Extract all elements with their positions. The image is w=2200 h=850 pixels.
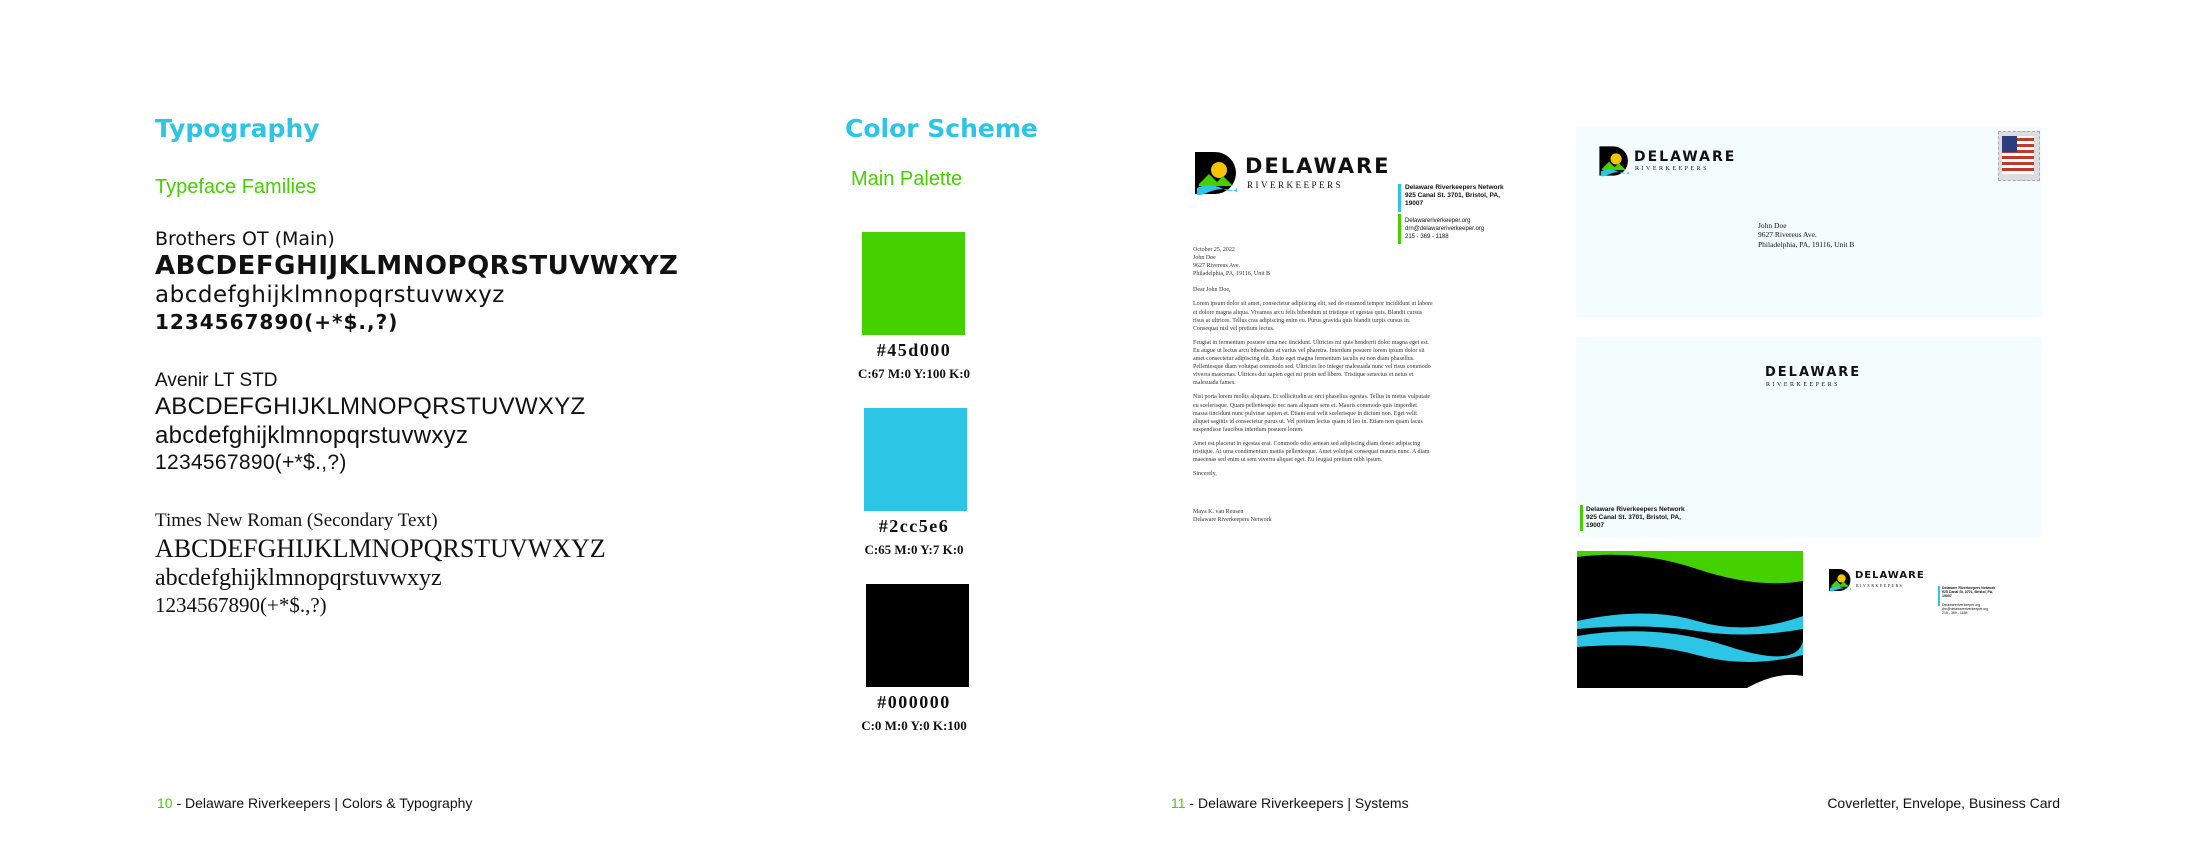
color-swatch-green <box>862 232 965 335</box>
accent-bar-green <box>1580 505 1583 531</box>
logo-wordmark: DELAWARE <box>1855 570 1925 581</box>
postage-stamp <box>1998 131 2040 181</box>
letter-date: October 25, 2022 <box>1193 247 1235 253</box>
font-numbers: 1234567890(+*$.,?) <box>155 451 347 475</box>
font-uppercase: ABCDEFGHIJKLMNOPQRSTUVWXYZ <box>155 533 606 563</box>
main-palette-subtitle: Main Palette <box>851 168 963 190</box>
color-hex: #000000 <box>877 692 951 712</box>
business-card-back <box>1828 566 2006 616</box>
riverkeepers-logo-icon <box>1598 145 1630 177</box>
color-cmyk: C:67 M:0 Y:100 K:0 <box>857 366 971 381</box>
business-card-front <box>1577 551 1803 688</box>
envelope-recipient <box>1758 221 1854 249</box>
letter-paragraph: Nisi porta lorem mollis aliquam. Et sollicitudin ac orci phasellus egestas. Tellus in metus vulputate eu scelerisque. Quam pellentesque nec nam aliquam sem et. Mauris commodo quis imperdiet massa tincidunt nunc pulvinar sapien et. Etiam erat velit scelerisque in dictum non. Eget velit aliquet sagittis id consectetur purus ut. Vel pretium lectus quam id leo in. Etiam non quam lacus suspendisse faucibus interdum posuere lorem. <box>1193 394 1431 433</box>
color-swatch-black <box>866 584 969 687</box>
letterhead-contact <box>1405 217 1484 241</box>
address-line: 19007 <box>1586 521 1605 529</box>
color-hex: #2cc5e6 <box>878 516 950 536</box>
font-name: Avenir LT STD <box>155 370 278 391</box>
logo-subtitle: RIVERKEEPERS <box>1856 583 1904 588</box>
address-line: 19007 <box>1405 199 1424 207</box>
typography-title: Typography <box>155 114 320 143</box>
accent-bar-green <box>1398 214 1401 244</box>
accent-bar-blue <box>1398 184 1401 212</box>
logo-subtitle: RIVERKEEPERS <box>1766 382 1841 388</box>
letter-recipient-line: John Doe <box>1193 255 1216 262</box>
flag-stamp-icon <box>1999 132 2037 178</box>
riverkeepers-logo-icon <box>1828 568 1852 592</box>
card-contact <box>1942 603 1988 616</box>
address-line: Delaware Riverkeepers Network <box>1586 506 1685 513</box>
letter-recipient-line: 9627 Rivereus Ave. <box>1193 263 1241 270</box>
right-page-footer <box>1171 795 1409 811</box>
contact-line: 215 - 369 - 1188 <box>1405 234 1449 241</box>
contact-line: drn@delawareriverkeeper.org <box>1942 607 1989 612</box>
color-cmyk: C:0 M:0 Y:0 K:100 <box>861 718 967 733</box>
envelope-return-address <box>1586 506 1685 529</box>
page-number: 10 <box>157 795 173 811</box>
logo-wordmark: DELAWARE <box>1245 154 1391 178</box>
recipient-line: 9627 Rivereus Ave. <box>1758 230 1817 240</box>
address-line: Delaware Riverkeepers Network <box>1405 184 1504 191</box>
right-page-footer-caption: Coverletter, Envelope, Business Card <box>1827 795 2060 811</box>
wave-graphic-icon <box>1577 551 1803 688</box>
font-sample-avenir <box>155 370 586 476</box>
letter-closing: Sincerely, <box>1193 471 1217 478</box>
font-uppercase: ABCDEFGHIJKLMNOPQRSTUVWXYZ <box>155 250 679 281</box>
address-line: 925 Canal St. 3701, Bristol, PA, <box>1405 191 1500 199</box>
font-lowercase: abcdefghijklmnopqrstuvwxyz <box>155 421 469 449</box>
envelope-front <box>1576 127 2042 317</box>
address-line: 925 Canal St. 3701, Bristol, PA, <box>1586 513 1681 521</box>
letter-greeting: Dear John Doe, <box>1193 287 1231 294</box>
recipient-line: Philadelphia, PA, 19116, Unit B <box>1758 239 1855 249</box>
logo-wordmark: DELAWARE <box>1765 365 1862 380</box>
font-lowercase: abcdefghijklmnopqrstuvwxyz <box>155 281 505 308</box>
page-number: 11 <box>1171 795 1186 811</box>
footer-text: - Delaware Riverkeepers | Systems <box>1185 795 1409 811</box>
riverkeepers-logo-icon <box>1193 150 1239 196</box>
envelope-back <box>1576 337 2042 537</box>
font-numbers: 1234567890(+*$.,?) <box>155 592 327 617</box>
letter-signature-name: Maya K. van Reusen <box>1193 509 1244 516</box>
logo-wordmark: DELAWARE <box>1634 149 1737 165</box>
contact-line: 215 - 369 - 1188 <box>1942 611 1968 616</box>
recipient-line: John Doe <box>1758 221 1787 230</box>
font-numbers: 1234567890(+*$.,?) <box>155 309 399 334</box>
cover-letter-body <box>1193 246 1433 524</box>
contact-line: Delawareriverkeeper.org <box>1405 218 1471 224</box>
color-cmyk: C:65 M:0 Y:7 K:0 <box>864 542 964 557</box>
letter-paragraph: Amet est placerat in egestas erat. Commodo odio aenean sed adipiscing diam donec adipiscing tristique. At urna condimentum mattis pellentesque. Amet volutpat consequat mauris nunc. A diam maecenas sed enim ut sem viverra aliquet eget. Eu feugiat pretium nibh ipsum. <box>1193 440 1430 464</box>
color-scheme-title: Color Scheme <box>845 114 1038 143</box>
accent-bar-blue <box>1938 586 1940 606</box>
footer-text: - Delaware Riverkeepers | Colors & Typography <box>172 795 473 811</box>
font-lowercase: abcdefghijklmnopqrstuvwxyz <box>155 564 442 591</box>
color-swatch-blue <box>864 408 967 511</box>
font-sample-brothers <box>155 228 678 334</box>
contact-line: drn@delawareriverkeeper.org <box>1405 226 1485 233</box>
letterhead-return-address <box>1405 184 1504 207</box>
font-name: Brothers OT (Main) <box>155 228 335 250</box>
color-hex: #45d000 <box>876 340 952 360</box>
logo-subtitle: RIVERKEEPERS <box>1635 166 1710 172</box>
letter-signature-org: Delaware Riverkeepers Network <box>1193 517 1272 524</box>
typeface-families-subtitle: Typeface Families <box>155 176 317 198</box>
address-line: Delaware Riverkeepers Network <box>1942 586 1996 590</box>
card-return-address <box>1942 586 1995 599</box>
font-name: Times New Roman (Secondary Text) <box>155 510 438 531</box>
font-sample-times <box>155 510 606 618</box>
letter-paragraph: Feugiat in fermentum posuere urna nec tincidunt. Ultricies mi quis hendrerit dolor magna eget est. Eu augue ut lectus arcu bibendum at varius vel pharetra. Interdum posuere lorem ipsum dolor sit amet consectetur adipiscing elit. Justo eget magna fermentum iaculis eu non diam phasellus. Pellentesque diam volutpat commodo sed. Ultricies leo integer malesuada nunc vel risus commodo viverra maecenas. Ultrices dui sapien eget mi proin sed libero. Tristique senectus et netus et malesuada fames. <box>1193 339 1431 387</box>
letter-paragraph: Lorem ipsum dolor sit amet, consectetur adipiscing elit, sed do eiusmod tempor incididunt ut labore et dolore magna aliqua. Vivamus arcu felis bibendum ut tristique et egestas quis. Blandit cursus risus at ultrices. Tellus cras adipiscing enim eu. Purus gravida quis blandit turpis cursus in. Consequat nisl vel pretium lectus. <box>1193 301 1433 332</box>
font-uppercase: ABCDEFGHIJKLMNOPQRSTUVWXYZ <box>155 392 586 420</box>
contact-line: Delawareriverkeeper.org <box>1942 603 1981 607</box>
logo-subtitle: RIVERKEEPERS <box>1247 180 1344 190</box>
left-page-footer <box>157 795 472 811</box>
letter-recipient-line: Philadelphia, PA, 19116, Unit B <box>1193 271 1271 278</box>
address-line: 19007 <box>1942 594 1952 599</box>
address-line: 925 Canal St. 3701, Bristol, PA, <box>1942 590 1994 595</box>
